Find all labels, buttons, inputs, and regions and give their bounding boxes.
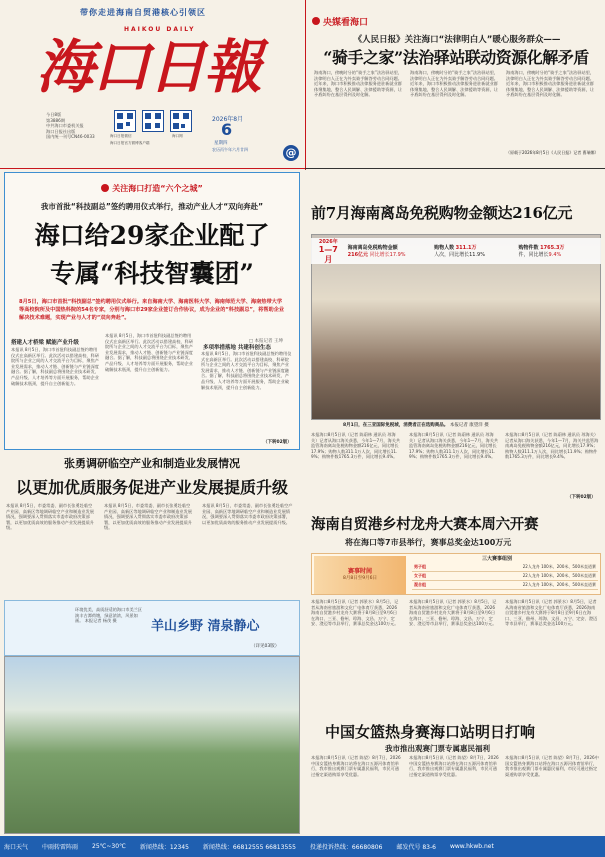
dragonboat-infographic <box>311 553 601 595</box>
qr-label: 海口日报微信 <box>110 134 132 138</box>
dutyfree-body: 本报海口8月5日讯（记者 陈蔚林 通讯员 琼海关）记者从海口海关获悉，今年1—7月，海关共监管海南离岛免税购物金额216亿元，同比增长17.9%；购物人数311.1万人次，同比增长11.9%；购物件数1765.3万件，同比增长9.4%。 <box>311 432 401 460</box>
dutyfree-caption: 8月1日，在三亚国际免税城，消费者正在选购商品。 本报记者 康望洋 摄 <box>343 423 489 428</box>
info-label: 购物人数 <box>434 245 455 251</box>
footer-complaint: 投递投诉热线：66680806 <box>309 844 383 851</box>
info-growth: 同比增长17.9% <box>369 252 406 258</box>
photo-caption: 环境优美，高质舒适的海口市美兰区演丰古潭荷塘，绿意浓浓，风景如画。 本报记者 杨茂 摄 <box>75 607 143 624</box>
photo-headline: 羊山乡野 清泉静心 <box>151 619 260 634</box>
story2-kicker: 张勇调研临空产业和制造业发展情况 <box>64 457 240 470</box>
poster-date: 8月8日至9月6日 <box>343 576 377 581</box>
schedule-row: 女子组 22人龙舟 100米、200米、500米直道赛 <box>412 572 598 581</box>
section-tag: 央媒看海口 <box>312 10 368 29</box>
feature-headline: 海口给29家企业配了 <box>34 221 270 250</box>
date-day: 6 <box>221 120 233 139</box>
schedule-table <box>412 563 598 590</box>
dutyfree-more[interactable]: （下转02版） <box>567 495 596 500</box>
feature-kicker: 我市首批“科技副总”签约聘用仪式举行，推动产业人才“双向奔赴” <box>40 202 264 211</box>
footer-hotline: 新闻热线：12345 <box>139 844 189 851</box>
basketball-headline: 中国女篮热身赛海口站明日打响 <box>325 723 536 741</box>
story2-headline: 以更加优质服务促进产业发展提质升级 <box>15 478 288 497</box>
right-top-body: 海南海口，傍晚时分的“骑手之家”法治驿站里，法律明白人正在为外卖骑手解答劳动合同问题。近年来，海口市积极推动法律服务进驻新就业群体聚集地，整合人民调解、法律援助等资源，让矛盾纠纷在基层得到及时化解。 <box>506 70 595 98</box>
divider <box>0 168 305 169</box>
footer-temperature: 25℃~30℃ <box>92 843 126 850</box>
right-top-body: 海南海口，傍晚时分的“骑手之家”法治驿站里，法律明白人正在为外卖骑手解答劳动合同问题。近年来，海口市积极推动法律服务进驻新就业群体聚集地，整合人民调解、法律援助等资源，让矛盾纠纷在基层得到及时化解。 <box>410 70 499 98</box>
story2-body: 本报讯 8月5日，市委常委、副市长张勇赴临空产业园、高新区等地调研临空产业和制造业发展情况，强调要深入贯彻落实市委市政府决策部署，以更加优质高效的服务推动产业发展提质升级。 <box>104 503 192 531</box>
right-top-headline: “骑手之家”法治驿站联动资源化解矛盾 <box>323 48 589 67</box>
date-month: 2026年8月 <box>212 116 244 123</box>
schedule-row: 混合组 22人龙舟 100米、200米、500米直道赛 <box>412 581 598 590</box>
schedule-title: 三大赛事组别 <box>482 556 513 562</box>
date-lunar: 农历丙午年六月廿四 <box>212 147 248 152</box>
feature-byline: □ 本报记者 王坤 <box>248 339 283 344</box>
masthead <box>0 0 305 170</box>
right-top-kicker: 《人民日报》关注海口“法律明白人”暖心服务群众—— <box>353 35 561 45</box>
divider <box>305 168 605 169</box>
feature-story <box>4 172 300 450</box>
qr-code[interactable] <box>142 110 164 132</box>
right-top-body: 海南海口，傍晚时分的“骑手之家”法治驿站里，法律明白人正在为外卖骑手解答劳动合同问题。近年来，海口市积极推动法律服务进驻新就业群体聚集地，整合人民调解、法律援助等资源，让矛盾纠纷在基层得到及时化解。 <box>314 70 403 98</box>
masthead-pinyin: HAIKOU DAILY <box>124 26 196 33</box>
dragonboat-headline: 海南自贸港乡村龙舟大赛本周六开赛 <box>311 516 539 533</box>
dutyfree-infobar <box>311 238 601 264</box>
dutyfree-story <box>305 172 605 502</box>
info-growth: 9.4% <box>548 252 562 258</box>
landscape-photo <box>4 656 300 834</box>
at-icon: @ <box>283 145 299 161</box>
basketball-body: 本报海口8月5日讯（记者 陈望）8月7日，2026中国女篮热身赛海口站将在海口五源河体育馆举行，我市推出观赛门票专属惠民福利，市民可通过指定渠道购票享受优惠。 <box>409 755 499 777</box>
photo-more[interactable]: （详见03版） <box>251 644 280 649</box>
right-top-source: （原载于2026年8月5日《人民日报》记者 曹瑞娜） <box>506 150 599 155</box>
dutyfree-body: 本报海口8月5日讯（记者 陈蔚林 通讯员 琼海关）记者从海口海关获悉，今年1—7月，海关共监管海南离岛免税购物金额216亿元，同比增长17.9%；购物人数311.1万人次，同比增长11.9%；购物件数1765.3万件，同比增长9.4%。 <box>409 432 499 460</box>
basketball-story <box>305 715 605 835</box>
feature-subhead: 多项举措落地 共建科创生态 <box>203 345 271 351</box>
story2 <box>4 455 300 605</box>
masthead-meta: 今日8版 第3886期 中共海口市委机关报 海口日报社出版 国内统一刊号CN46-0033 <box>46 112 95 140</box>
masthead-slogan: 带你走进海南自贸港核心引领区 <box>80 8 206 17</box>
right-top-story <box>305 0 605 170</box>
section-tag: 关注海口打造“六个之城” <box>101 183 203 194</box>
qr-code[interactable] <box>170 110 192 132</box>
poster-title: 赛事时间 <box>347 568 372 575</box>
info-value: 311.1万 <box>455 245 477 251</box>
dragonboat-story <box>305 505 605 720</box>
feature-more[interactable]: （下转02版） <box>263 440 292 445</box>
qr-label: 海口日报官方微博客户端 <box>110 141 150 145</box>
bullet-icon <box>101 184 109 192</box>
story2-body: 本报讯 8月5日，市委常委、副市长张勇赴临空产业园、高新区等地调研临空产业和制造业发展情况，强调要深入贯彻落实市委市政府决策部署，以更加优质高效的服务推动产业发展提质升级。 <box>202 503 293 525</box>
info-sub: 人次，同比增长11.9% <box>434 252 485 258</box>
info-year: 2026年 <box>318 238 338 245</box>
basketball-subhead: 我市推出观赛门票专属惠民福利 <box>385 744 490 753</box>
bullet-icon <box>312 17 320 25</box>
feature-body: 本报讯 8月5日，海口市首批科技副总签约聘用仪式在高新区举行。此次活动以搭建高校、科研院所与企业之间的人才交流平台为目标，聚焦产业发展需求，推动人才链、创新链与产业链深度融合。据了解，科技副总将围绕企业技术研发、产品升级、人才培养等方面开展服务，帮助企业破解技术瓶颈，提升自主创新能力。 <box>201 351 292 390</box>
footer-bar <box>0 836 605 857</box>
feature-body: 本报讯 8月5日，海口市首批科技副总签约聘用仪式在高新区举行。此次活动以搭建高校、科研院所与企业之间的人才交流平台为目标，聚焦产业发展需求，推动人才链、创新链与产业链深度融合。据了解，科技副总将围绕企业技术研发、产品升级、人才培养等方面开展服务，帮助企业破解技术瓶颈，提升自主创新能力。 <box>105 333 193 372</box>
qr-label: 海口网 <box>172 134 183 138</box>
dragonboat-body: 本报海口8月5日讯（记者 郭景水）8月5日，记者从海南省旅游和文化广电体育厅获悉，2026海南自贸港乡村龙舟大赛将于8月8日至9月6日在海口、三亚、儋州、琼海、文昌、万宁、定安、澄迈等市县举行，赛事总奖金达100万元。 <box>505 599 598 627</box>
schedule-row: 男子组 22人龙舟 100米、200米、500米直道赛 <box>412 563 598 572</box>
basketball-body: 本报海口8月5日讯（记者 陈望）8月7日，2026中国女篮热身赛海口站将在海口五源河体育馆举行，我市推出观赛门票专属惠民福利，市民可通过指定渠道购票享受优惠。 <box>311 755 401 777</box>
masthead-logo: 海口日報 <box>36 33 261 101</box>
footer-weather: 中雨转雷阵雨 <box>42 844 79 851</box>
basketball-body: 本报海口8月5日讯（记者 陈望）8月7日，2026中国女篮热身赛海口站将在海口五源河体育馆举行，我市推出观赛门票专属惠民福利，市民可通过指定渠道购票享受优惠。 <box>505 755 599 777</box>
dragonboat-subhead: 将在海口等7市县举行，赛事总奖金达100万元 <box>345 538 512 547</box>
dutyfree-body: 本报海口8月5日讯（记者 陈蔚林 通讯员 琼海关）记者从海口海关获悉，今年1—7月，海关共监管海南离岛免税购物金额216亿元，同比增长17.9%；购物人数311.1万人次，同比增长11.9%；购物件数1765.3万件，同比增长9.4%。 <box>505 432 599 460</box>
date-weekday: 星期四 <box>214 141 228 146</box>
qr-code[interactable] <box>114 110 136 132</box>
feature-headline: 专属“科技智囊团” <box>50 259 254 288</box>
info-period: 1—7月 <box>318 244 338 264</box>
photo-feature <box>4 600 300 656</box>
info-value: 216亿元 <box>347 252 369 258</box>
dragonboat-body: 本报海口8月5日讯（记者 郭景水）8月5日，记者从海南省旅游和文化广电体育厅获悉，2026海南自贸港乡村龙舟大赛将于8月8日至9月6日在海口、三亚、儋州、琼海、文昌、万宁、定安、澄迈等市县举行，赛事总奖金达100万元。 <box>311 599 399 627</box>
poster <box>314 556 406 594</box>
footer-postal-code: 邮发代号 83-6 <box>396 844 436 851</box>
feature-body: 本报讯 8月5日，海口市首批科技副总签约聘用仪式在高新区举行。此次活动以搭建高校、科研院所与企业之间的人才交流平台为目标，聚焦产业发展需求，推动人才链、创新链与产业链深度融合。据了解，科技副总将围绕企业技术研发、产品升级、人才培养等方面开展服务，帮助企业破解技术瓶颈，提升自主创新能力。 <box>11 347 99 386</box>
info-sub: 件，同比增长 <box>518 252 549 258</box>
feature-subhead: 搭建人才桥梁 赋能产业升级 <box>11 340 79 346</box>
dutyfree-headline: 前7月海南离岛免税购物金额达216亿元 <box>311 204 573 222</box>
dragonboat-body: 本报海口8月5日讯（记者 郭景水）8月5日，记者从海南省旅游和文化广电体育厅获悉，2026海南自贸港乡村龙舟大赛将于8月8日至9月6日在海口、三亚、儋州、琼海、文昌、万宁、定安、澄迈等市县举行，赛事总奖金达100万元。 <box>409 599 497 627</box>
footer-website-link[interactable]: www.hkwb.net <box>449 843 494 850</box>
info-label: 购物件数 <box>518 245 539 251</box>
info-value: 1765.3万 <box>540 245 565 251</box>
footer-weather-label: 海口天气 <box>4 844 29 851</box>
story2-body: 本报讯 8月5日，市委常委、副市长张勇赴临空产业园、高新区等地调研临空产业和制造业发展情况，强调要深入贯彻落实市委市政府决策部署，以更加优质高效的服务推动产业发展提质升级。 <box>6 503 94 531</box>
feature-lede: 8月5日，海口市首批“科技副总”签约聘用仪式举行。来自海南大学、海南医科大学、海南师范大学、海南热带大学等高校院所及中国热科院的54名专家，分别与海口市29家企业签订合作协议，成为企业的“科技副总”，将帮助企业解决技术难题，实现产业与人才的“双向奔赴”。 <box>19 299 285 321</box>
info-label: 海南离岛免税购物金额 <box>347 245 398 251</box>
footer-hotline: 新闻热线：66812555 66813555 <box>202 844 296 851</box>
